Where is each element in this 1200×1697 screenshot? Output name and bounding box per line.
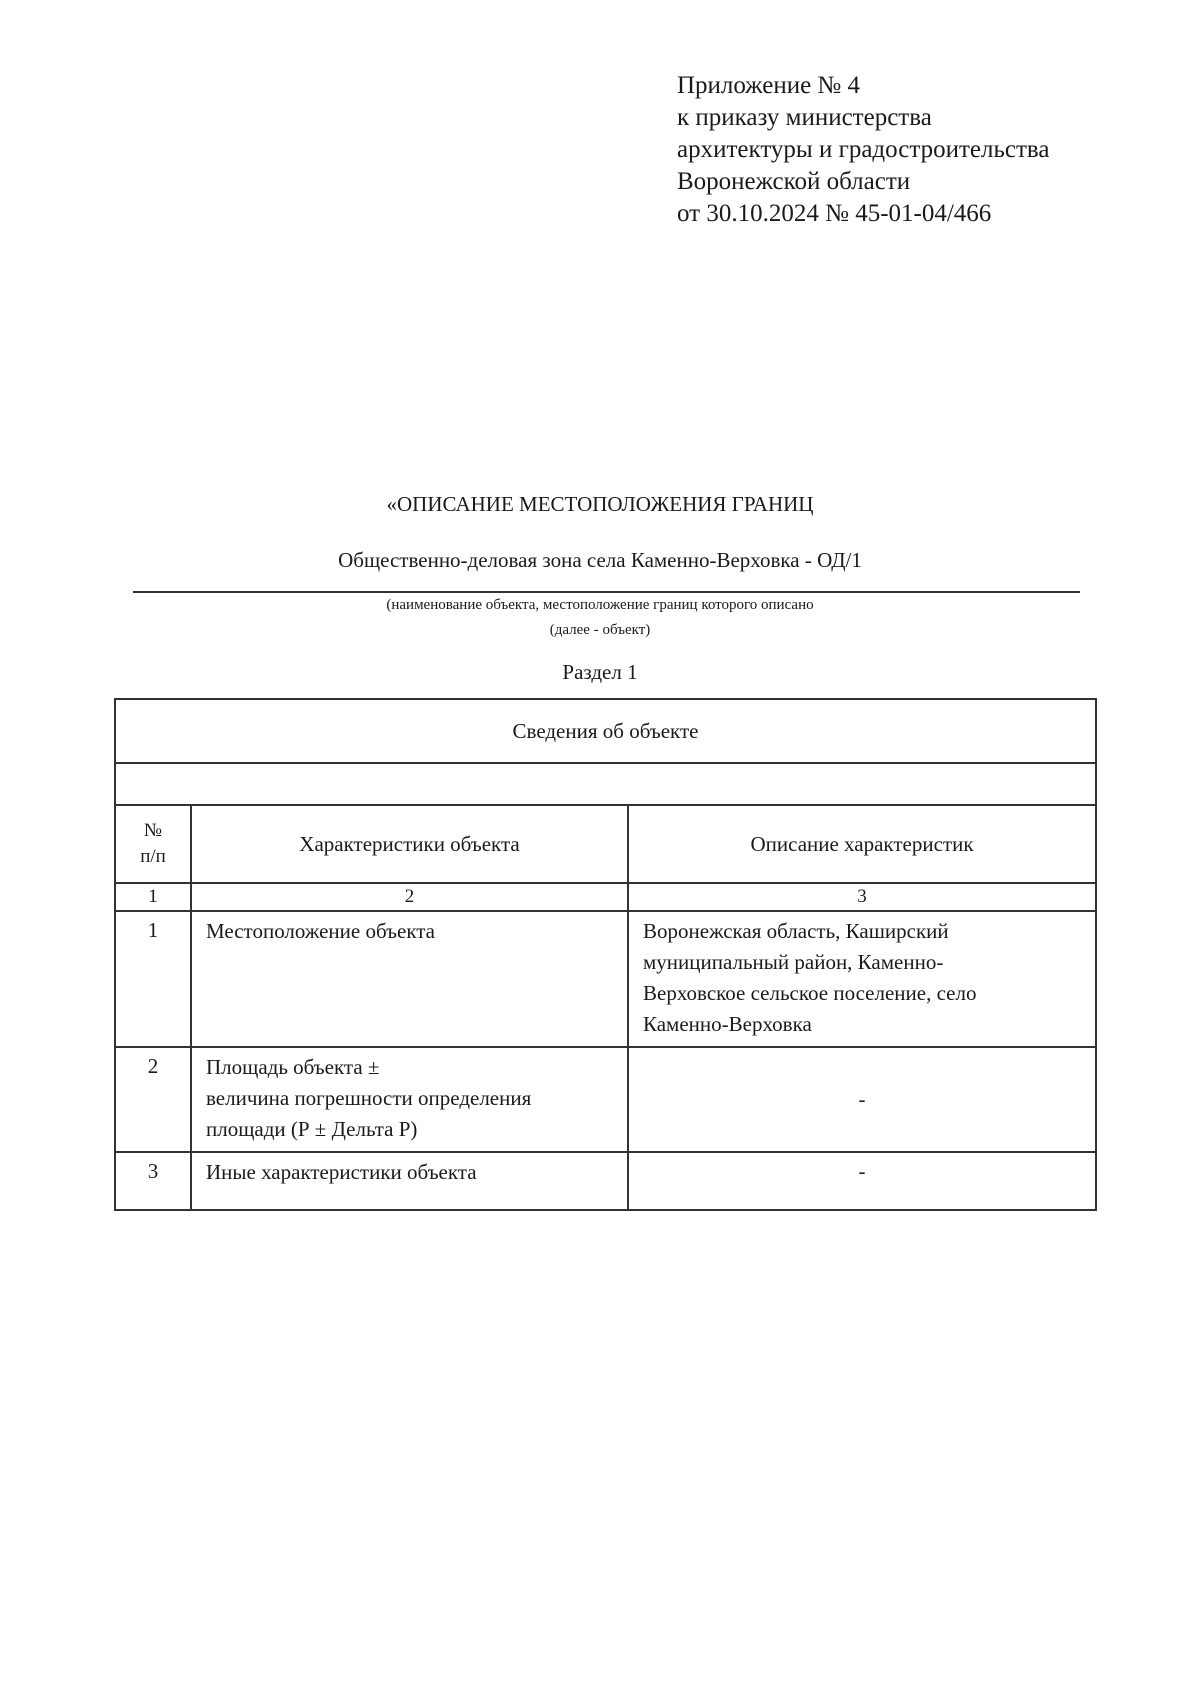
row-number: 1 xyxy=(115,911,191,1047)
column-index: 1 xyxy=(115,883,191,911)
object-name-hint-continued: (далее - объект) xyxy=(549,622,651,638)
table-empty-row xyxy=(115,763,1096,805)
row-description-line: Воронежская область, Каширский xyxy=(643,919,949,943)
section-heading: Раздел 1 xyxy=(562,660,638,684)
row-characteristic-line: Площадь объекта ± xyxy=(206,1055,380,1079)
object-name-underline xyxy=(133,591,1080,593)
appendix-line: от 30.10.2024 № 45-01-04/466 xyxy=(677,200,992,227)
table-row xyxy=(115,1152,1096,1210)
appendix-line: Приложение № 4 xyxy=(677,72,861,99)
appendix-line: архитектуры и градостроительства xyxy=(677,136,1050,163)
row-description: - xyxy=(628,1047,1096,1152)
row-description-line: муниципальный район, Каменно- xyxy=(643,950,944,974)
object-name: Общественно-деловая зона села Каменно-Верховка - ОД/1 xyxy=(338,548,862,572)
row-characteristic xyxy=(191,1152,628,1210)
header-characteristics: Характеристики объекта xyxy=(191,805,628,883)
table-header-row xyxy=(115,805,1096,883)
row-characteristic xyxy=(191,1047,628,1152)
row-description-line: Верховское сельское поселение, село xyxy=(643,981,977,1005)
table-empty-cell xyxy=(115,763,1096,805)
document-title: «ОПИСАНИЕ МЕСТОПОЛОЖЕНИЯ ГРАНИЦ xyxy=(386,492,814,516)
table-row xyxy=(115,1047,1096,1152)
row-description: - xyxy=(628,1152,1096,1210)
row-description xyxy=(628,911,1096,1047)
appendix-line: к приказу министерства xyxy=(677,104,932,131)
appendix-block xyxy=(677,70,1049,230)
header-number xyxy=(115,805,191,883)
column-index-row xyxy=(115,883,1096,911)
row-characteristic-line: площади (Р ± Дельта Р) xyxy=(206,1117,418,1141)
row-number: 3 xyxy=(115,1152,191,1210)
row-number: 2 xyxy=(115,1047,191,1152)
row-characteristic xyxy=(191,911,628,1047)
object-name-hint: (наименование объекта, местоположение границ которого описано xyxy=(386,597,814,613)
table-row xyxy=(115,911,1096,1047)
header-number-sign: № xyxy=(143,820,163,841)
column-index: 2 xyxy=(191,883,628,911)
header-number-abbr: п/п xyxy=(140,846,166,867)
header-description: Описание характеристик xyxy=(628,805,1096,883)
row-description-line: Каменно-Верховка xyxy=(643,1012,812,1036)
row-characteristic-line: Местоположение объекта xyxy=(206,919,436,943)
table-caption: Сведения об объекте xyxy=(115,699,1096,763)
row-characteristic-line: Иные характеристики объекта xyxy=(206,1160,477,1184)
column-index: 3 xyxy=(628,883,1096,911)
object-info-table xyxy=(114,698,1097,1211)
table-caption-row xyxy=(115,699,1096,763)
appendix-line: Воронежской области xyxy=(677,168,911,195)
row-characteristic-line: величина погрешности определения xyxy=(206,1086,532,1110)
